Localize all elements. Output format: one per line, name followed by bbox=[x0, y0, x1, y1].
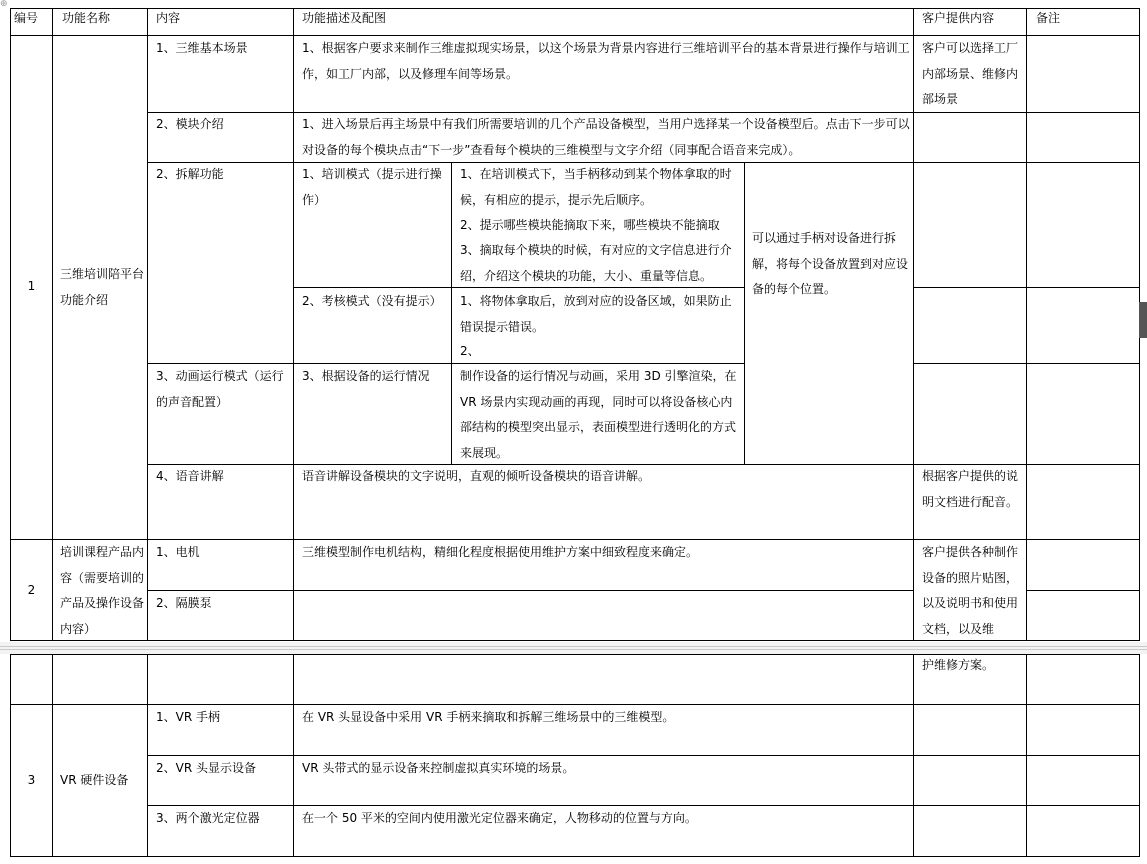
header-content: 内容 bbox=[156, 11, 181, 25]
section1-name: 三维培训陪平台功能介绍 bbox=[60, 267, 145, 307]
s1-r2-desc: 1、进入场景后再主场景中有我们所需要培训的几个产品设备模型，当用户选择某一个设备模型后。点击下一步可以对设备的每个模块点击“下一步”查看每个模块的三维模型与文字介绍（同事配合语音来完成）。 bbox=[302, 117, 910, 157]
page-break-line bbox=[0, 649, 1147, 650]
header-note: 备注 bbox=[1036, 11, 1061, 25]
s1-r5-content: 4、语音讲解 bbox=[156, 469, 224, 483]
s1-r4-sub: 3、根据设备的运行情况 bbox=[302, 369, 430, 383]
s1-r5-customer: 根据客户提供的说明文档进行配音。 bbox=[922, 469, 1019, 509]
section1-num: 1 bbox=[27, 279, 36, 293]
page-break-line bbox=[0, 646, 1147, 647]
s1-r5-desc: 语音讲解设备模块的文字说明，直观的倾听设备模块的语音讲解。 bbox=[302, 469, 651, 483]
header-func-name: 功能名称 bbox=[62, 11, 111, 25]
s1-r2-content: 2、模块介绍 bbox=[156, 117, 224, 131]
header-num: 编号 bbox=[14, 11, 39, 25]
s2-customer-cont: 护维修方案。 bbox=[922, 658, 995, 672]
s1-r1-customer: 客户可以选择工厂内部场景、维修内部场景 bbox=[922, 41, 1019, 106]
s1-r3-sub1-desc-b: 2、提示哪些模块能摘取下来，哪些模块不能摘取 bbox=[460, 218, 720, 232]
s1-r3-side: 可以通过手柄对设备进行拆解，将每个设备放置到对应设备的每个位置。 bbox=[752, 231, 909, 296]
s1-r3-sub2-desc-b: 2、 bbox=[460, 344, 480, 358]
table-move-handle-icon[interactable]: ⊕ bbox=[0, 0, 8, 9]
s2-r1-content: 1、电机 bbox=[156, 545, 200, 559]
s1-r3-sub2: 2、考核模式（没有提示） bbox=[302, 294, 442, 308]
section2-name: 培训课程产品内容（需要培训的产品及操作设备内容） bbox=[60, 545, 145, 636]
s1-r3-sub1: 1、培训模式（提示进行操作） bbox=[302, 167, 442, 207]
s1-r1-desc: 1、根据客户要求来制作三维虚拟现实场景，以这个场景为背景内容进行三维培训平台的基本背景进行操作与培训工作，如工厂内部，以及修理车间等场景。 bbox=[302, 41, 910, 81]
s3-r3-desc: 在一个 50 平米的空间内使用激光定位器来确定，人物移动的位置与方向。 bbox=[302, 811, 697, 825]
s2-r1-desc: 三维模型制作电机结构，精细化程度根据使用维护方案中细致程度来确定。 bbox=[302, 545, 699, 559]
s1-r3-sub2-desc-a: 1、将物体拿取后，放到对应的设备区域，如果防止错误提示错误。 bbox=[460, 294, 732, 334]
s1-r4-content: 3、动画运行模式（运行的声音配置） bbox=[156, 369, 284, 409]
s3-r1-content: 1、VR 手柄 bbox=[156, 710, 220, 724]
s3-r1-desc: 在 VR 头显设备中采用 VR 手柄来摘取和拆解三维场景中的三维模型。 bbox=[302, 710, 675, 724]
section2-num: 2 bbox=[27, 583, 36, 597]
header-desc: 功能描述及配图 bbox=[302, 11, 387, 25]
section3-num: 3 bbox=[27, 773, 36, 787]
s3-r3-content: 3、两个激光定位器 bbox=[156, 811, 260, 825]
s1-r3-sub1-desc-a: 1、在培训模式下，当手柄移动到某个物体拿取的时候，有相应的提示，提示先后顺序。 bbox=[460, 167, 732, 207]
s1-r3-content: 2、拆解功能 bbox=[156, 167, 224, 181]
s1-r1-content: 1、三维基本场景 bbox=[156, 41, 248, 55]
s2-customer: 客户提供各种制作设备的照片贴图，以及说明书和使用文档，以及维 bbox=[922, 545, 1019, 636]
scroll-handle[interactable] bbox=[1139, 302, 1147, 338]
s2-r2-content: 2、隔膜泵 bbox=[156, 596, 212, 610]
s3-r2-desc: VR 头带式的显示设备来控制虚拟真实环境的场景。 bbox=[302, 761, 575, 775]
s1-r3-sub1-desc-c: 3、摘取每个模块的时候，有对应的文字信息进行介绍，介绍这个模块的功能，大小、重量等信息。 bbox=[460, 243, 732, 283]
s1-r4-desc: 制作设备的运行情况与动画，采用 3D 引擎渲染，在 VR 场景内实现动画的再现，同时可以将设备核心内部结构的模型突出显示，表面模型进行透明化的方式来展现。 bbox=[460, 369, 737, 460]
section3-name: VR 硬件设备 bbox=[60, 773, 129, 787]
s3-r2-content: 2、VR 头显示设备 bbox=[156, 761, 256, 775]
header-customer: 客户提供内容 bbox=[922, 11, 995, 25]
